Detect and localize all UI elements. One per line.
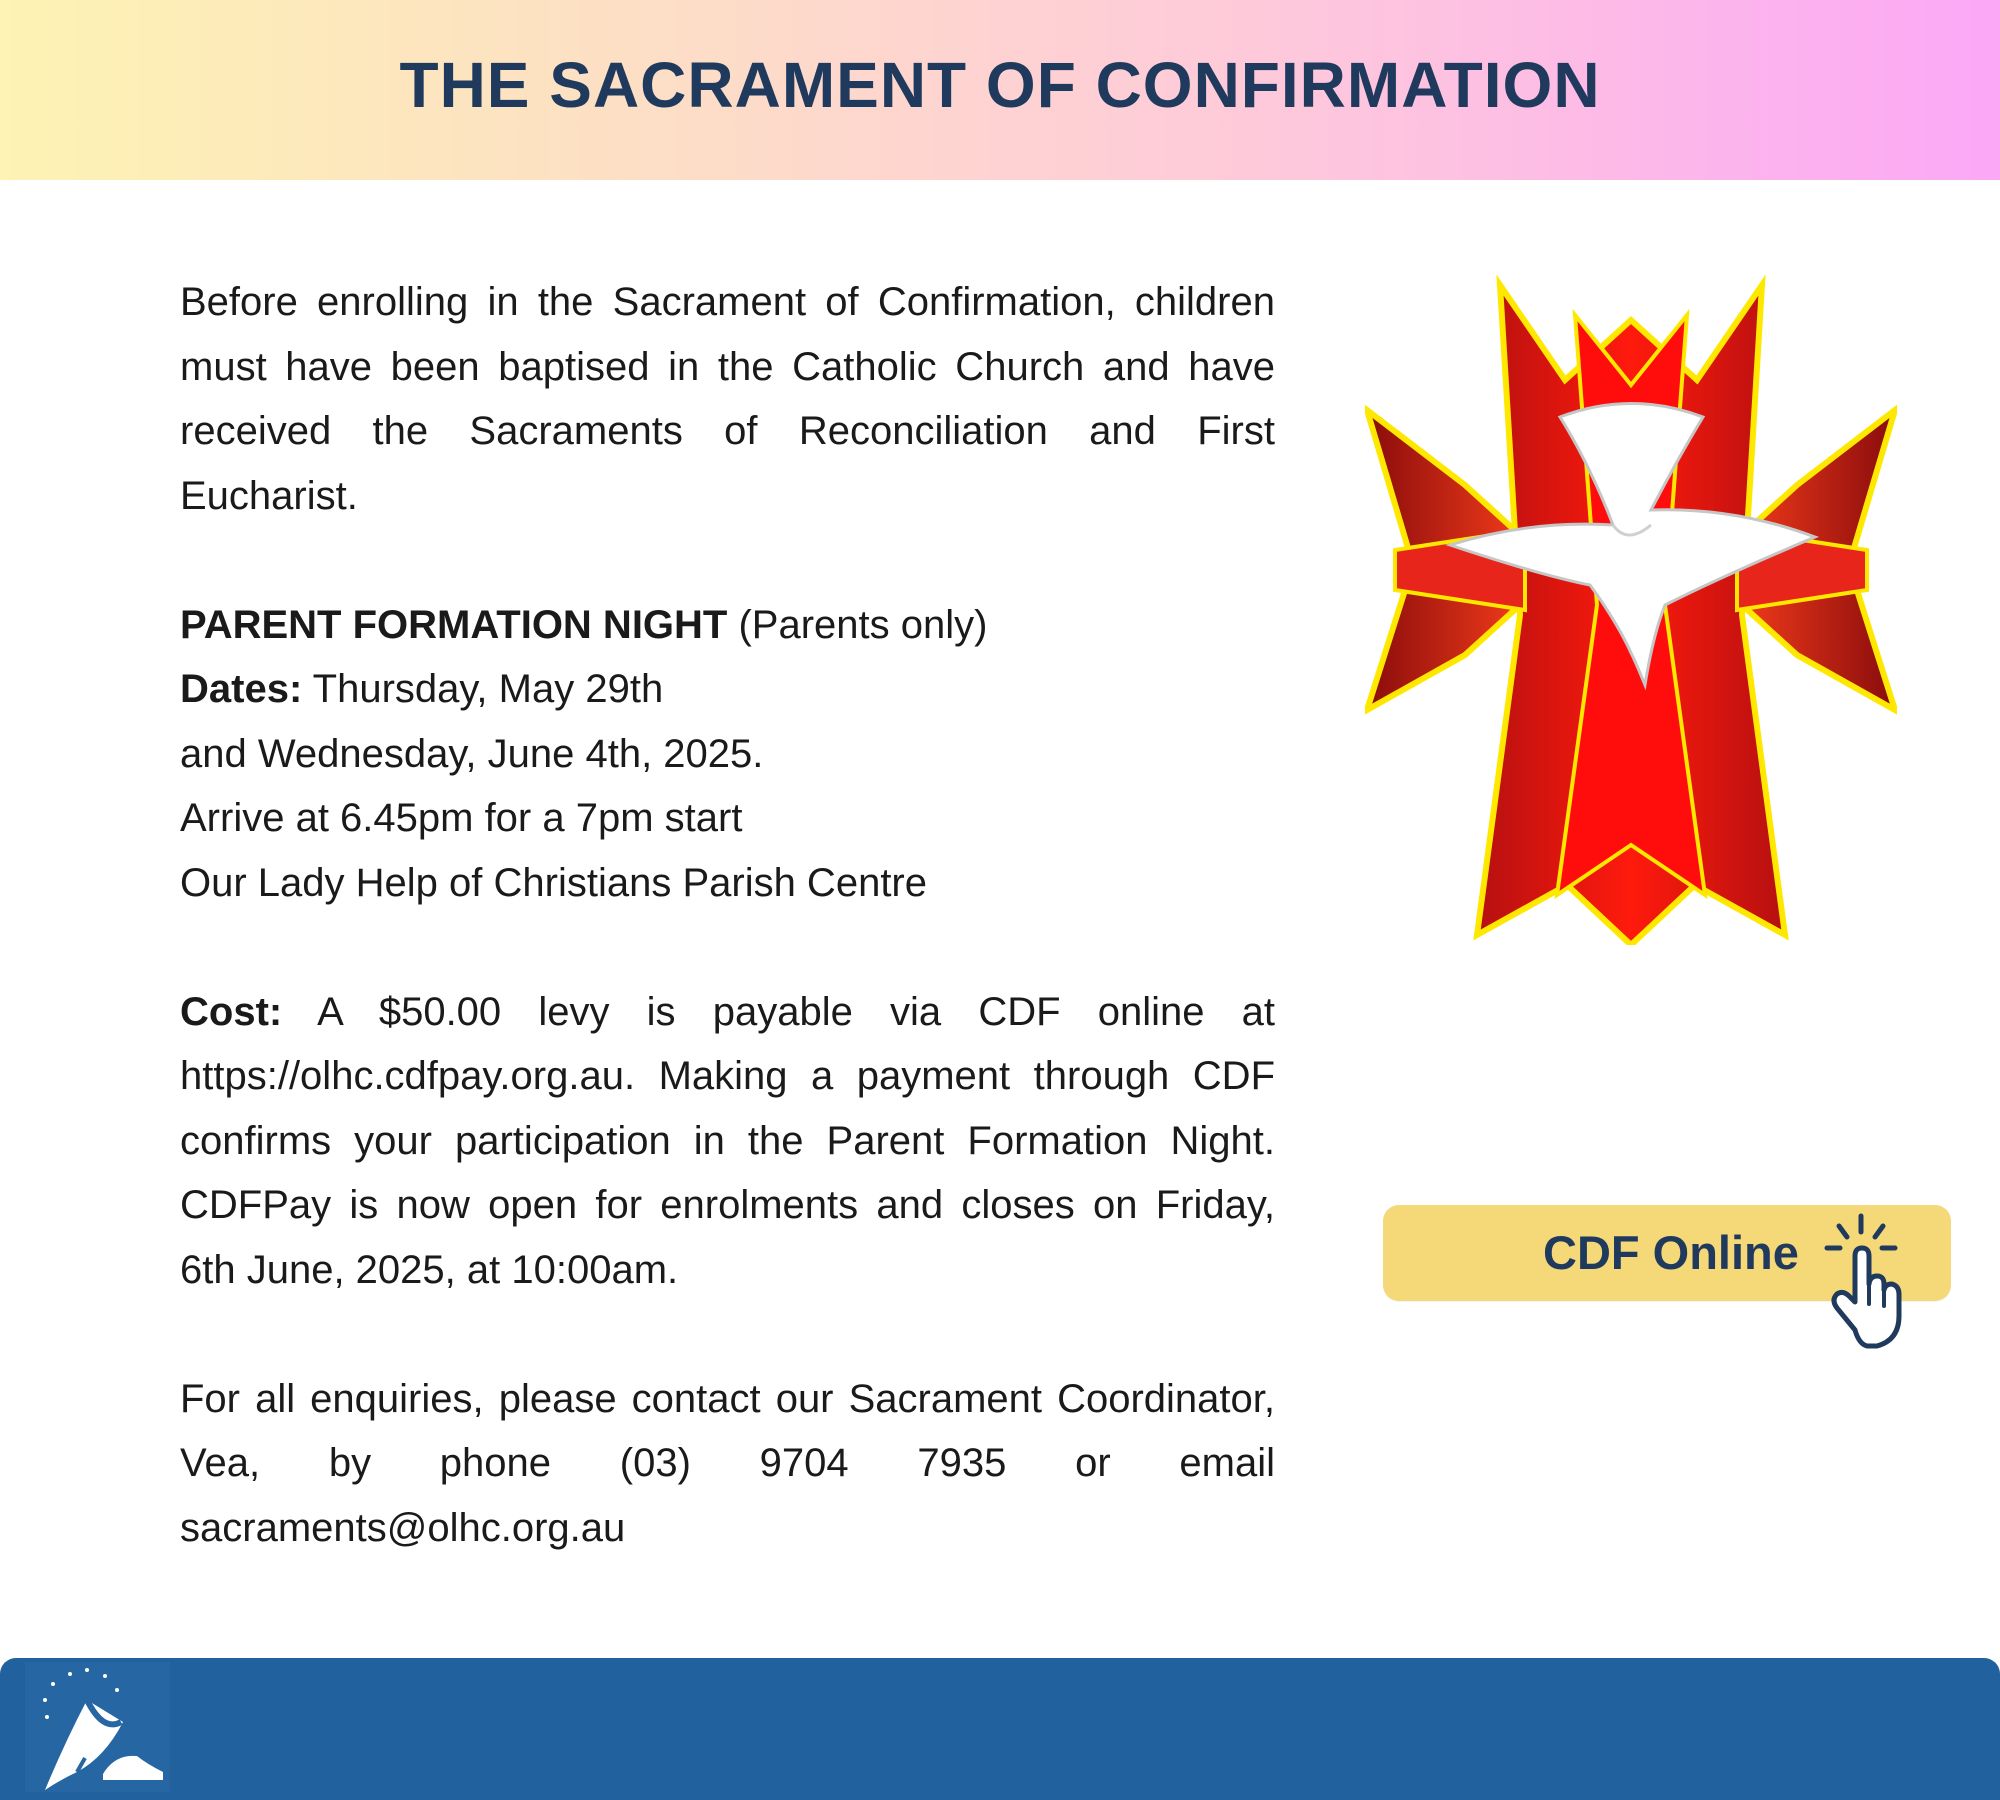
cost-label: Cost: [180,989,283,1034]
parish-logo-icon [25,1662,170,1792]
formation-venue: Our Lady Help of Christians Parish Centre [180,860,927,905]
dates-value: Thursday, May 29th [302,667,664,711]
cross-with-dove-icon [1365,275,1897,945]
formation-dates-line-2: and Wednesday, June 4th, 2025. [180,731,764,776]
click-hand-icon[interactable] [1815,1212,1907,1352]
cdf-online-label: CDF Online [1543,1226,1799,1279]
page-title: THE SACRAMENT OF CONFIRMATION [399,49,1601,121]
page-footer [0,1658,2000,1800]
page-header [0,0,2000,180]
main-content [180,270,1275,1560]
formation-heading: PARENT FORMATION NIGHT [180,602,728,647]
spacer [180,1302,1275,1367]
formation-arrival: Arrive at 6.45pm for a 7pm start [180,796,743,840]
spacer [180,915,1275,980]
formation-heading-line [180,593,1275,658]
cost-text: A $50.00 levy is payable via CDF online at https://olhc.cdfpay.org.au. Making a payment through CDF confirms your participation in the Parent Formation Night. CDFPay is now open for enrolments and closes on Friday, 6th June, 2025, at 10:00am. [180,989,1275,1292]
dates-label: Dates: [180,667,303,711]
enquiries-paragraph: For all enquiries, please contact our Sacrament Coordinator, Vea, by phone (03) 9704 7935 or email sacraments@olhc.org.au [180,1376,1275,1550]
intro-paragraph: Before enrolling in the Sacrament of Confirmation, children must have been baptised in the Catholic Church and have received the Sacraments of Reconciliation and First Eucharist. [180,280,1275,518]
formation-dates-line [180,657,1275,722]
formation-heading-note: (Parents only) [727,602,988,647]
cost-paragraph [180,980,1275,1303]
spacer [180,528,1275,593]
